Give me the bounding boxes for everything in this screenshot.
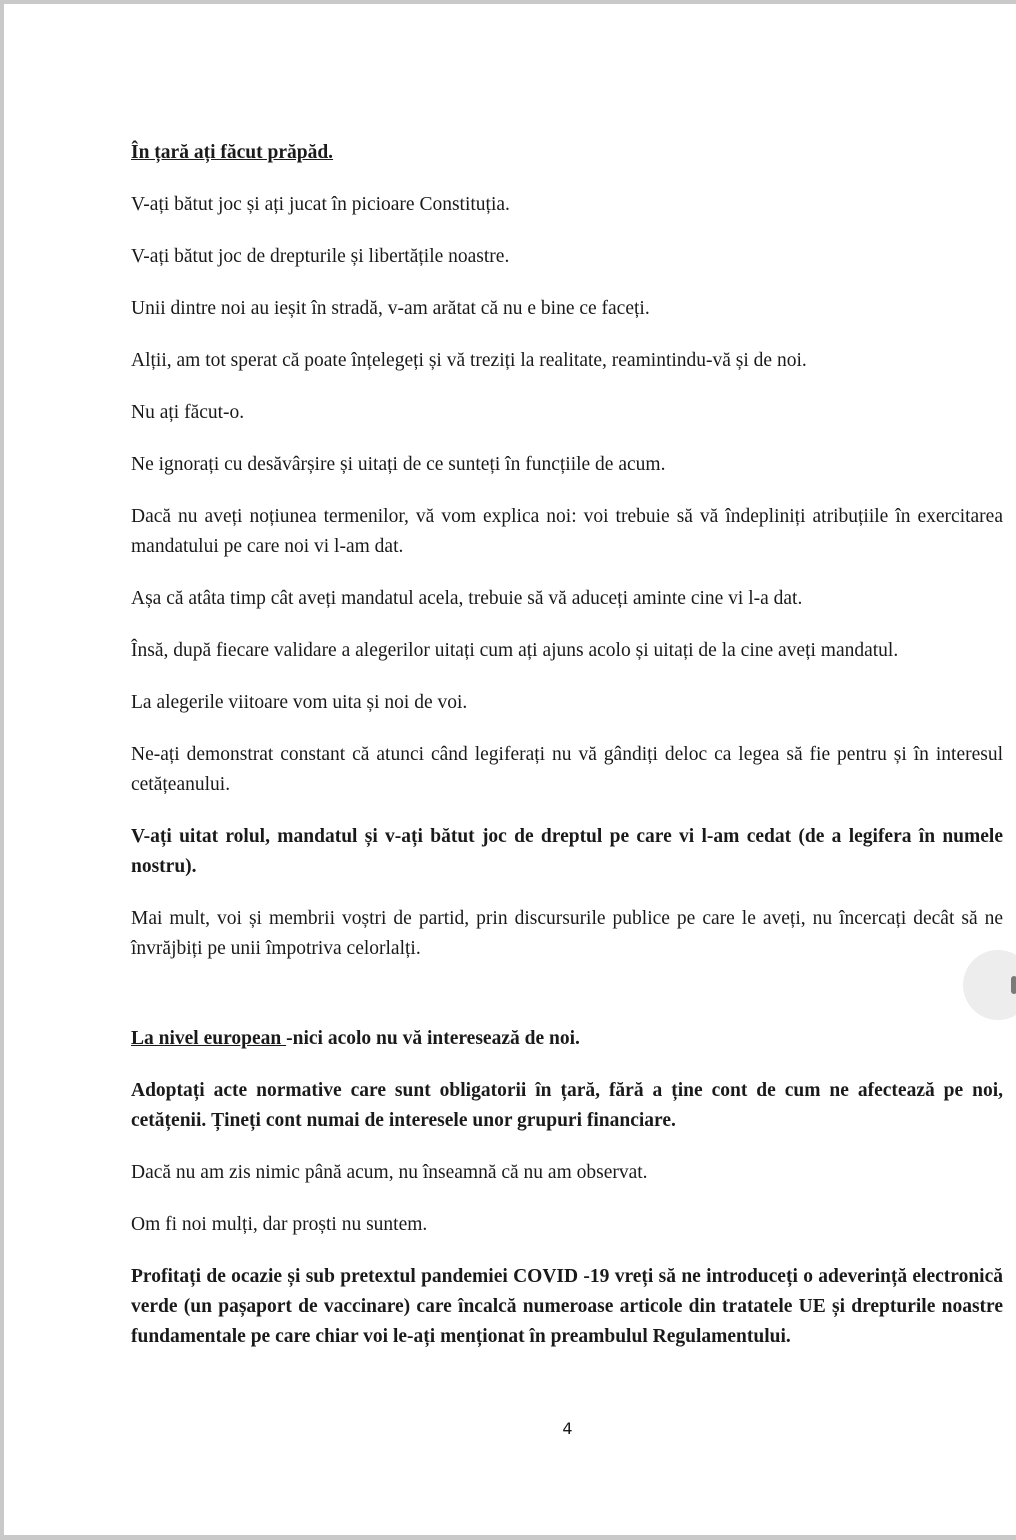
paragraph: Ne-ați demonstrat constant că atunci când legiferați nu vă gândiți deloc ca legea să fie pentru și în interesul cetățeanului. (131, 744, 1003, 795)
paragraph: Așa că atâta timp cât aveți mandatul acela, trebuie să vă aduceți aminte cine vi l-a dat. (131, 588, 803, 609)
paragraph: V-ați bătut joc și ați jucat în picioare Constituția. (131, 194, 510, 215)
paragraph: V-ați bătut joc de drepturile și libertățile noastre. (131, 246, 510, 267)
paragraph: Om fi noi mulți, dar proști nu suntem. (131, 1214, 428, 1235)
paragraph: Alții, am tot sperat că poate înțelegeți și vă treziți la realitate, reamintindu-vă și de noi. (131, 350, 807, 371)
section-heading-european (131, 1024, 1003, 1054)
bold-paragraph-mandat: V-ați uitat rolul, mandatul și v-ați bătut joc de dreptul pe care vi l-am cedat (de a legifera în numele nostru). (131, 826, 1003, 877)
paragraph: Ne ignorați cu desăvârșire și uitați de ce sunteți în funcțiile de acum. (131, 454, 666, 475)
section-heading-tara: În țară ați făcut prăpăd. (131, 142, 334, 163)
section-heading-european-underlined: La nivel european (131, 1028, 287, 1049)
paragraph: Însă, după fiecare validare a alegerilor uitați cum ați ajuns acolo și uitați de la cine aveți mandatul. (131, 640, 899, 661)
paragraph: Mai mult, voi și membrii voștri de partid, prin discursurile publice pe care le aveți, nu încercați decât să ne învrăjbiți pe unii împotriva celorlalți. (131, 908, 1003, 959)
paragraph: Dacă nu aveți noțiunea termenilor, vă vom explica noi: voi trebuie să vă îndepliniți atribuțiile în exercitarea mandatului pe care noi vi l-am dat. (131, 506, 1003, 557)
bold-paragraph-covid: Profitați de ocazie și sub pretextul pandemiei COVID -19 vreți să ne introduceți o adeverință electronică verde (un pașaport de vaccinare) care încalcă numeroase articole din tratatele UE și drepturile noastre fundamentale pe care chiar voi le-ați menționat în preambulul Regulamentului. (131, 1266, 1003, 1347)
paragraph: Dacă nu am zis nimic până acum, nu înseamnă că nu am observat. (131, 1162, 648, 1183)
section-heading-european-rest: -nici acolo nu vă interesează de noi. (286, 1028, 580, 1049)
paragraph: La alegerile viitoare vom uita și noi de voi. (131, 692, 468, 713)
document-page (131, 138, 1003, 1374)
page-number: 4 (562, 1419, 573, 1438)
paragraph: Nu ați făcut-o. (131, 402, 245, 423)
paragraph: Unii dintre noi au ieșit în stradă, v-am arătat că nu e bine ce faceți. (131, 298, 650, 319)
section-gap (131, 986, 1003, 1024)
bold-paragraph-acte: Adoptați acte normative care sunt obligatorii în țară, fără a ține cont de cum ne afectează pe noi, cetățenii. Țineți cont numai de interesele unor grupuri financiare. (131, 1080, 1003, 1131)
